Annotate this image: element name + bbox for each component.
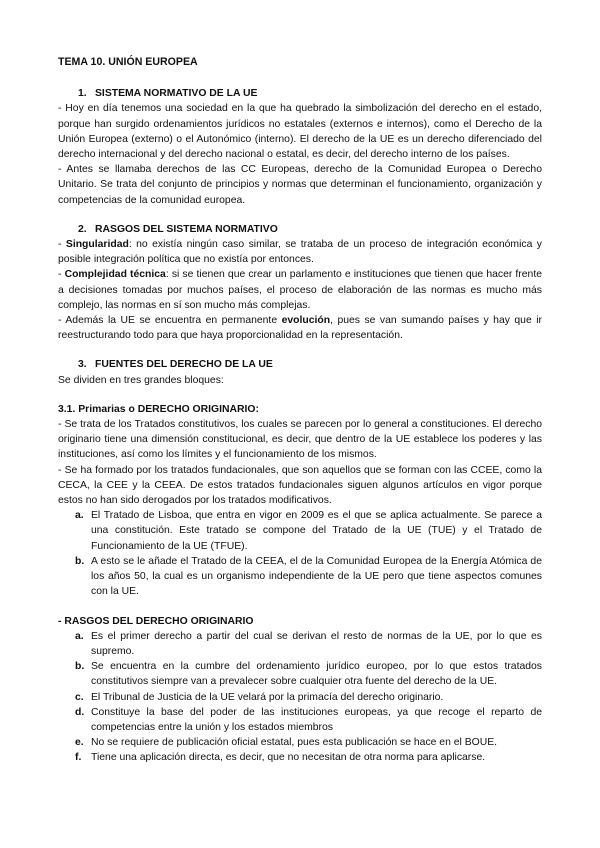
treaties-list <box>58 508 542 599</box>
list-item: c. El Tribunal de Justicia de la UE velará por la primacía del derecho originario. <box>75 691 444 703</box>
list-item: b. Se encuentra en la cumbre del ordenamiento jurídico europeo, por lo que estos tratados constitutivos siempre van a prevalecer sobre cualquier otra fuente del derecho de la UE. <box>75 661 542 688</box>
section-3-heading <box>58 357 542 372</box>
subsection-3-1-heading: 3.1. Primarias o DERECHO ORIGINARIO: <box>58 403 259 415</box>
section-2-item: - Además la UE se encuentra en permanente evolución, pues se van sumando países y hay que ir reestructurando todo para que haya proporcionalidad en la representación. <box>58 315 542 342</box>
section-2-item: - Singularidad: no existía ningún caso similar, se trataba de un proceso de integración económica y posible integración política que no existía por entonces. <box>58 239 542 266</box>
section-2-item: - Complejidad técnica: si se tienen que crear un parlamento e instituciones que tienen que hacer frente a decisiones tomadas por muchos países, el proceso de elaboración de las normas es mucho más complejo, las normas en sí son mucho más complejas. <box>58 269 542 311</box>
subsection-3-1-paragraph: - Se trata de los Tratados constitutivos, los cuales se parecen por lo general a constituciones. El derecho originario tiene una dimensión constitucional, es decir, que dentro de la UE establece los poderes y las instituciones, así como los límites y el funcionamiento de los mismos. <box>58 419 542 461</box>
section-3-intro: Se dividen en tres grandes bloques: <box>58 374 224 386</box>
section-3-title: FUENTES DEL DERECHO DE LA UE <box>95 359 273 371</box>
section-1-paragraph: - Hoy en día tenemos una sociedad en la que ha quebrado la simbolización del derecho en el estado, porque han surgido ordenamientos jurídicos no estatales (externos e internos), como el Derecho de la Unión Europea (externo) o el Autonómico (interno). El derecho de la UE es un derecho diferenciado del derecho internacional y del derecho nacional o estatal, es decir, del derecho interno de los países. <box>58 103 542 161</box>
list-item: d. Constituye la base del poder de las instituciones europeas, ya que recoge el reparto de competencias entre la unión y los estados miembros <box>75 706 542 733</box>
section-2-heading <box>58 222 542 237</box>
list-item: f. Tiene una aplicación directa, es decir, que no necesitan de otra norma para aplicarse. <box>75 752 486 764</box>
rasgos-list <box>58 629 542 766</box>
subsection-3-1-paragraph: - Se ha formado por los tratados fundacionales, que son aquellos que se forman con las CCEE, como la CECA, la CEE y la CEEA. De estos tratados fundacionales siguen algunos artículos en vigor porque estos no han sido derogados por los tratados modificativos. <box>58 464 542 507</box>
section-1-paragraph: - Antes se llamaba derechos de las CC Europeas, derecho de la Comunidad Europea o Derecho Unitario. Se trata del conjunto de principios y normas que determinan el funcionamiento, organización y competencias de la comunidad europea. <box>58 164 542 206</box>
section-1-title: SISTEMA NORMATIVO DE LA UE <box>95 88 258 100</box>
term-bold: evolución <box>281 315 331 327</box>
list-item: a. Es el primer derecho a partir del cual se derivan el resto de normas de la UE, por lo que es supremo. <box>75 630 542 657</box>
section-1-number: 1. <box>78 88 87 100</box>
list-item: e. No se requiere de publicación oficial estatal, pues esta publicación se hace en el BOUE. <box>75 737 498 749</box>
section-3-number: 3. <box>78 359 87 371</box>
list-item: b. A esto se le añade el Tratado de la CEEA, el de la Comunidad Europea de la Energía Atómica de los años 50, la cual es un organismo independiente de la UE pero que tiene aspectos comunes con la UE. <box>75 555 542 598</box>
term-bold: Complejidad técnica <box>64 269 166 281</box>
list-item: a. El Tratado de Lisboa, que entra en vigor en 2009 es el que se aplica actualmente. Se parece a una constitución. Este tratado se compone del Tratado de la UE (TUE) y el Tratado de Funcionamiento de la UE (TFUE). <box>75 510 542 552</box>
rasgos-heading: - RASGOS DEL DERECHO ORIGINARIO <box>58 615 254 627</box>
document-title: TEMA 10. UNIÓN EUROPEA <box>58 56 198 68</box>
section-2-title: RASGOS DEL SISTEMA NORMATIVO <box>95 223 278 235</box>
term-bold: Singularidad <box>65 239 129 251</box>
section-1-heading <box>58 86 542 101</box>
section-2-number: 2. <box>78 223 87 235</box>
